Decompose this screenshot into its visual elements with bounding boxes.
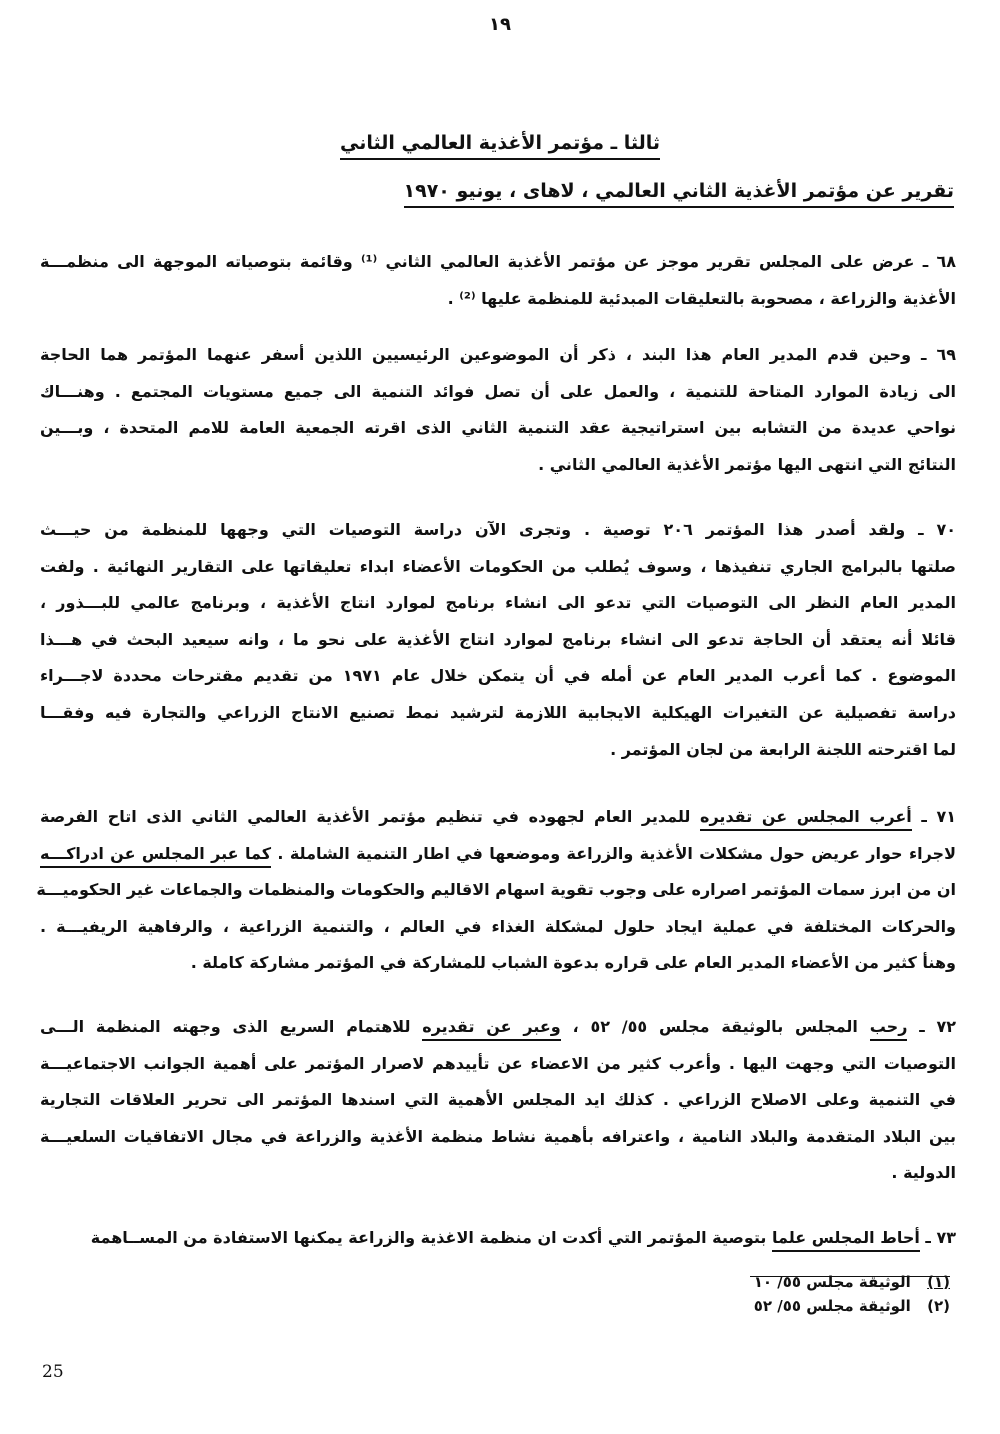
scan-page-number: 25 (42, 1362, 64, 1382)
text-line: الى زيادة الموارد المتاحة للتنمية ، والعمل على أن تصل فوائد التنمية الى جميع مستويات المجتمع . وهنـــاك (40, 381, 956, 401)
paragraph (40, 244, 956, 317)
text-line: الموضوع . كما أعرب المدير العام عن أمله في أن يتمكن خلال عام ١٩٧١ من تقديم مقترحات محددة لاجـــراء (40, 666, 957, 686)
text-segment: ٧٢ ـ (907, 1017, 957, 1036)
section-title-text: ثالثا ـ مؤتمر الأغذية العالمي الثاني (340, 132, 660, 160)
text-line (40, 799, 956, 836)
text-line: صلتها بالبرامج الجاري تنفيذها ، وسوف يُطلب من الحكومات الأعضاء ابداء تعليقاتها على التقارير النهائية . ولفت (40, 556, 956, 576)
subtitle (404, 180, 954, 202)
text-line: الدولية . (891, 1163, 956, 1183)
text-line: وهنأ كثير من الأعضاء المدير العام على قراره بدعوة الشباب للمشاركة في المؤتمر مشاركة كاملة . (190, 953, 956, 973)
text-line (40, 1220, 956, 1257)
paragraph (36, 799, 957, 982)
text-line: النتائج التي انتهى اليها مؤتمر الأغذية العالمي الثاني . (538, 454, 956, 474)
text-line: والحركات المختلفة في عملية ايجاد حلول لمشكلة الغذاء في العالم ، والتنمية الزراعية ، والرفاهية الريفيـــة . (40, 916, 956, 936)
underlined-text: أحاط المجلس علما (772, 1228, 920, 1252)
text-line: في التنمية وعلى الاصلاح الزراعي . كذلك ايد المجلس الأهمية التي اسندها المؤتمر الى تحرير العلاقات التجارية (40, 1090, 956, 1110)
text-line: المدير العام النظر الى التوصيات التي تدعو الى انشاء برنامج لموارد انتاج الأغذية ، وبرنامج عالمي للبـــذور ، (40, 593, 956, 613)
text-segment: ٧١ ـ (911, 807, 956, 826)
text-line: ٧٠ ـ ولقد أصدر هذا المؤتمر ٢٠٦ توصية . وتجرى الآن دراسة التوصيات التي وجهها للمنظمة من حيـــث (40, 520, 957, 539)
text-line: ٦٨ ـ عرض على المجلس تقرير موجز عن مؤتمر الأغذية العالمي الثاني ⁽¹⁾ وقائمة بتوصياته الموجهة الى منظمـــة (40, 252, 956, 271)
text-segment: المجلس بالوثيقة مجلس ٥٥/ ٥٢ ، (560, 1017, 870, 1036)
page-number: ١٩ (489, 14, 511, 35)
footnote-text: الوثيقة مجلس ٥٥/ ١٠ (753, 1273, 911, 1291)
text-segment: ٧٣ ـ (919, 1228, 956, 1247)
underlined-text: كما عبر المجلس عن ادراكـــه (40, 844, 271, 868)
paragraph (40, 1009, 956, 1192)
paragraph (40, 337, 956, 483)
footnote (754, 1294, 950, 1318)
text-line: بين البلاد المتقدمة والبلاد النامية ، واعترافه بأهمية نشاط منظمة الأغذية والزراعة في مجال الاتفاقيات السلعيـــة (40, 1126, 956, 1146)
footnote-text: الوثيقة مجلس ٥٥/ ٥٢ (753, 1297, 911, 1315)
underlined-text: أعرب المجلس عن تقديره (700, 807, 912, 831)
paragraph (40, 1220, 956, 1257)
subtitle-text: تقرير عن مؤتمر الأغذية الثاني العالمي ، لاهاى ، يونيو ١٩٧٠ (404, 180, 954, 208)
footnote-number: (٢) (927, 1297, 950, 1315)
underlined-text: وعبر عن تقديره (422, 1017, 560, 1041)
paragraph (40, 512, 956, 768)
text-line (40, 1009, 956, 1046)
text-segment: بتوصية المؤتمر التي أكدت ان منظمة الاغذية والزراعة يمكنها الاستفادة من المســاهمة (90, 1228, 772, 1247)
text-line: ٦٩ ـ وحين قدم المدير العام هذا البند ، ذكر أن الموضوعين الرئيسيين اللذين أسفر عنهما المؤتمر هما الحاجة (40, 345, 956, 364)
text-segment: لاجراء حوار عريض حول مشكلات الأغذية والزراعة وموضعها في اطار التنمية الشاملة . (271, 843, 957, 863)
text-line (40, 836, 956, 873)
footnote (754, 1270, 950, 1294)
text-segment: للمدير العام لجهوده في تنظيم مؤتمر الأغذية العالمي الثاني الذى اتاح الفرصة (40, 807, 701, 826)
text-line: نواحي عديدة من التشابه بين استراتيجية عقد التنمية الثاني الذى اقرته الجمعية العامة للامم المتحدة ، وبـــين (40, 418, 956, 438)
text-line: قائلا أنه يعتقد أن الحاجة تدعو الى انشاء برنامج لموارد انتاج الأغذية على نحو ما ، وانه سيعيد البحث في هـــذا (40, 629, 956, 649)
section-title (0, 132, 1000, 154)
text-line: دراسة تفصيلية عن التغيرات الهيكلية الايجابية اللازمة لترشيد نمط تصنيع الانتاج الزراعي والتجارة فيه وفقـــا (40, 702, 956, 722)
text-line: ان من ابرز سمات المؤتمر اصراره على وجوب تقوية اسهام الاقاليم والحكومات والمنظمات والجماعات غير الحكوميـــة (36, 880, 956, 900)
footnote-number: (١) (927, 1273, 950, 1291)
text-line: لما اقترحته اللجنة الرابعة من لجان المؤتمر . (610, 739, 956, 759)
text-line: الأغذية والزراعة ، مصحوبة بالتعليقات المبدئية للمنظمة عليها ⁽²⁾ . (447, 288, 956, 308)
underlined-text: رحب (870, 1017, 908, 1041)
text-segment: للاهتمام السريع الذى وجهته المنظمة الـــى (40, 1017, 423, 1036)
footnotes (754, 1270, 950, 1318)
text-line: التوصيات التي وجهت اليها . وأعرب كثير من الاعضاء عن تأييدهم لاصرار المؤتمر على أهمية الجوانب الاجتماعيـــة (40, 1053, 956, 1073)
